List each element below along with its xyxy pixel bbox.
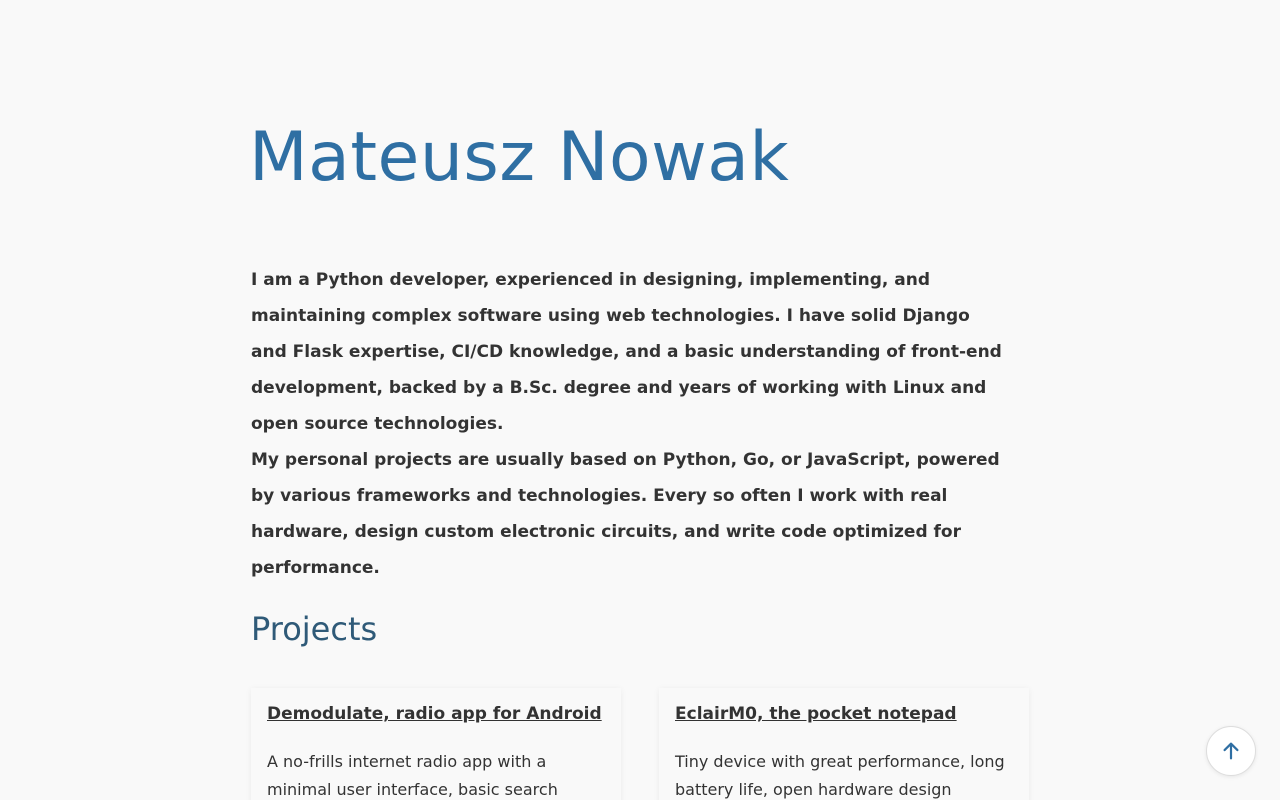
arrow-up-icon	[1220, 740, 1242, 762]
projects-heading: Projects	[251, 610, 378, 648]
intro-paragraph-1: I am a Python developer, experienced in designing, implementing, and maintaining complex software using web technologies. I have solid Django and Flask expertise, CI/CD knowledge, and a basic understanding of front-end development, backed by a B.Sc. degree and years of working with Linux and open source technologies.	[251, 270, 1002, 434]
intro-paragraph-2: My personal projects are usually based on Python, Go, or JavaScript, powered by various frameworks and technologies. Every so often I work with real hardware, design custom electronic circuits, and write code optimized for performance.	[251, 450, 1000, 578]
scroll-to-top-button[interactable]	[1206, 726, 1256, 776]
project-card-demodulate	[251, 688, 621, 800]
project-link-eclairm0[interactable]: EclairM0, the pocket notepad	[675, 704, 957, 724]
project-link-demodulate[interactable]: Demodulate, radio app for Android	[267, 704, 602, 724]
project-card-eclairm0	[659, 688, 1029, 800]
project-description-demodulate: A no-frills internet radio app with a minimal user interface, basic search	[267, 752, 558, 799]
project-description-eclairm0: Tiny device with great performance, long battery life, open hardware design	[675, 752, 1005, 799]
page-title: Mateusz Nowak	[249, 118, 790, 197]
